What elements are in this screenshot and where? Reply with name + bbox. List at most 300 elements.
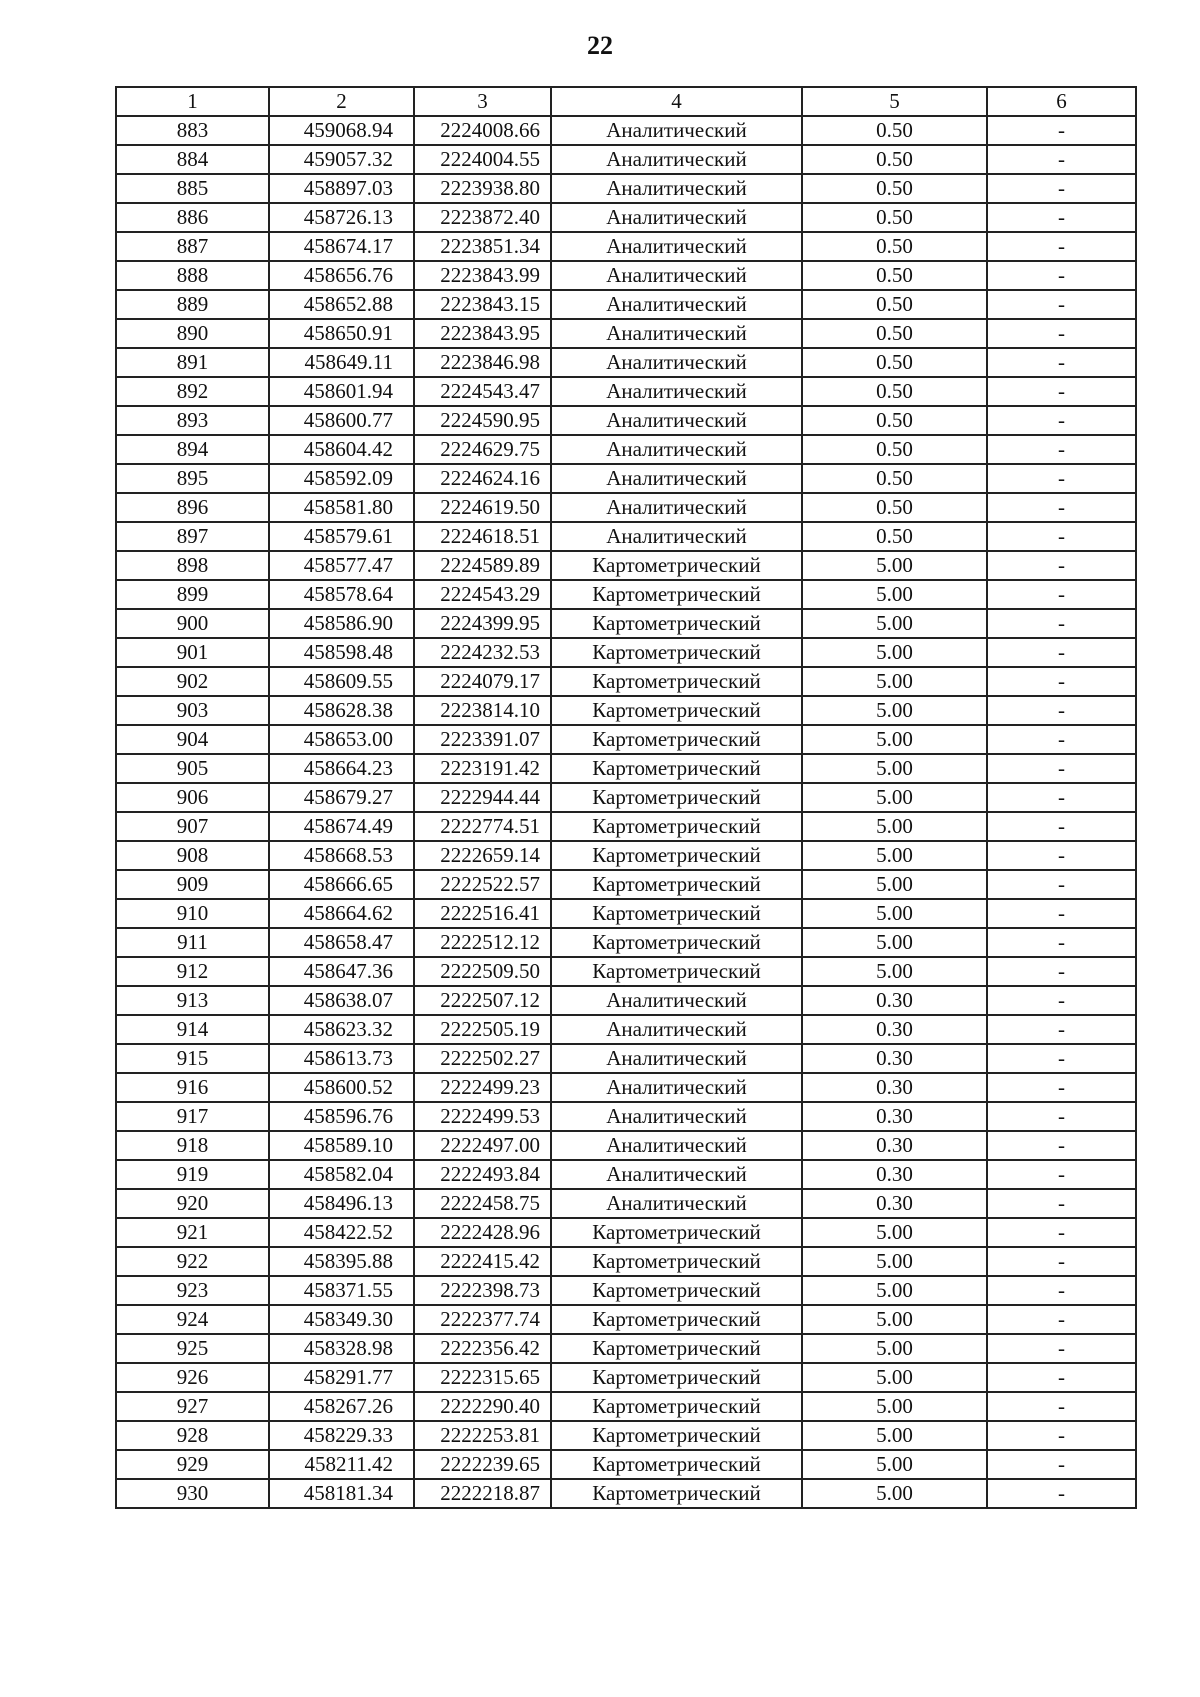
table-row xyxy=(116,522,1136,551)
note-cell: - xyxy=(987,1392,1136,1421)
note-cell: - xyxy=(987,145,1136,174)
x-coordinate-cell: 458328.98 xyxy=(269,1334,414,1363)
note-cell: - xyxy=(987,1218,1136,1247)
x-coordinate-cell: 458604.42 xyxy=(269,435,414,464)
y-coordinate-cell: 2222522.57 xyxy=(414,870,551,899)
note-cell: - xyxy=(987,783,1136,812)
note-cell: - xyxy=(987,1421,1136,1450)
accuracy-cell: 5.00 xyxy=(802,1218,987,1247)
accuracy-cell: 5.00 xyxy=(802,928,987,957)
note-cell: - xyxy=(987,348,1136,377)
point-number-cell: 925 xyxy=(116,1334,269,1363)
method-cell: Картометрический xyxy=(551,1450,802,1479)
accuracy-cell: 0.30 xyxy=(802,1015,987,1044)
point-number-cell: 916 xyxy=(116,1073,269,1102)
header-cell: 4 xyxy=(551,87,802,116)
table-row xyxy=(116,1247,1136,1276)
note-cell: - xyxy=(987,667,1136,696)
point-number-cell: 903 xyxy=(116,696,269,725)
table-row xyxy=(116,348,1136,377)
method-cell: Картометрический xyxy=(551,1218,802,1247)
note-cell: - xyxy=(987,899,1136,928)
note-cell: - xyxy=(987,1363,1136,1392)
note-cell: - xyxy=(987,1131,1136,1160)
header-cell: 2 xyxy=(269,87,414,116)
point-number-cell: 896 xyxy=(116,493,269,522)
accuracy-cell: 0.50 xyxy=(802,435,987,464)
table-row xyxy=(116,551,1136,580)
table-row xyxy=(116,812,1136,841)
x-coordinate-cell: 458664.23 xyxy=(269,754,414,783)
note-cell: - xyxy=(987,1102,1136,1131)
point-number-cell: 919 xyxy=(116,1160,269,1189)
point-number-cell: 886 xyxy=(116,203,269,232)
note-cell: - xyxy=(987,174,1136,203)
y-coordinate-cell: 2222509.50 xyxy=(414,957,551,986)
note-cell: - xyxy=(987,725,1136,754)
accuracy-cell: 5.00 xyxy=(802,783,987,812)
method-cell: Картометрический xyxy=(551,667,802,696)
y-coordinate-cell: 2222315.65 xyxy=(414,1363,551,1392)
accuracy-cell: 5.00 xyxy=(802,957,987,986)
note-cell: - xyxy=(987,812,1136,841)
table-row xyxy=(116,841,1136,870)
y-coordinate-cell: 2222356.42 xyxy=(414,1334,551,1363)
method-cell: Картометрический xyxy=(551,1276,802,1305)
table-row xyxy=(116,145,1136,174)
accuracy-cell: 0.50 xyxy=(802,290,987,319)
x-coordinate-cell: 458579.61 xyxy=(269,522,414,551)
y-coordinate-cell: 2222218.87 xyxy=(414,1479,551,1508)
accuracy-cell: 5.00 xyxy=(802,1479,987,1508)
note-cell: - xyxy=(987,1247,1136,1276)
y-coordinate-cell: 2222502.27 xyxy=(414,1044,551,1073)
note-cell: - xyxy=(987,232,1136,261)
point-number-cell: 885 xyxy=(116,174,269,203)
table-row xyxy=(116,232,1136,261)
point-number-cell: 892 xyxy=(116,377,269,406)
accuracy-cell: 0.50 xyxy=(802,116,987,145)
note-cell: - xyxy=(987,290,1136,319)
note-cell: - xyxy=(987,1189,1136,1218)
y-coordinate-cell: 2224543.47 xyxy=(414,377,551,406)
y-coordinate-cell: 2222774.51 xyxy=(414,812,551,841)
x-coordinate-cell: 458609.55 xyxy=(269,667,414,696)
accuracy-cell: 0.50 xyxy=(802,522,987,551)
table-row xyxy=(116,261,1136,290)
table-row xyxy=(116,290,1136,319)
table-row xyxy=(116,1131,1136,1160)
table-row xyxy=(116,493,1136,522)
x-coordinate-cell: 458582.04 xyxy=(269,1160,414,1189)
point-number-cell: 910 xyxy=(116,899,269,928)
method-cell: Картометрический xyxy=(551,1305,802,1334)
method-cell: Аналитический xyxy=(551,1073,802,1102)
x-coordinate-cell: 459057.32 xyxy=(269,145,414,174)
method-cell: Аналитический xyxy=(551,116,802,145)
table-row xyxy=(116,1102,1136,1131)
y-coordinate-cell: 2222499.53 xyxy=(414,1102,551,1131)
x-coordinate-cell: 458650.91 xyxy=(269,319,414,348)
y-coordinate-cell: 2222505.19 xyxy=(414,1015,551,1044)
point-number-cell: 890 xyxy=(116,319,269,348)
note-cell: - xyxy=(987,493,1136,522)
table-row xyxy=(116,928,1136,957)
y-coordinate-cell: 2224079.17 xyxy=(414,667,551,696)
method-cell: Картометрический xyxy=(551,754,802,783)
x-coordinate-cell: 458181.34 xyxy=(269,1479,414,1508)
table-row xyxy=(116,435,1136,464)
table-row xyxy=(116,1363,1136,1392)
accuracy-cell: 5.00 xyxy=(802,899,987,928)
table-row xyxy=(116,638,1136,667)
table-row xyxy=(116,174,1136,203)
method-cell: Картометрический xyxy=(551,1363,802,1392)
point-number-cell: 884 xyxy=(116,145,269,174)
note-cell: - xyxy=(987,406,1136,435)
method-cell: Аналитический xyxy=(551,406,802,435)
accuracy-cell: 0.30 xyxy=(802,1044,987,1073)
note-cell: - xyxy=(987,957,1136,986)
method-cell: Картометрический xyxy=(551,580,802,609)
point-number-cell: 913 xyxy=(116,986,269,1015)
note-cell: - xyxy=(987,986,1136,1015)
y-coordinate-cell: 2222944.44 xyxy=(414,783,551,812)
accuracy-cell: 0.50 xyxy=(802,261,987,290)
accuracy-cell: 0.50 xyxy=(802,232,987,261)
method-cell: Картометрический xyxy=(551,841,802,870)
table-row xyxy=(116,1160,1136,1189)
note-cell: - xyxy=(987,1044,1136,1073)
y-coordinate-cell: 2223843.99 xyxy=(414,261,551,290)
x-coordinate-cell: 458601.94 xyxy=(269,377,414,406)
x-coordinate-cell: 458628.38 xyxy=(269,696,414,725)
point-number-cell: 924 xyxy=(116,1305,269,1334)
accuracy-cell: 0.50 xyxy=(802,493,987,522)
x-coordinate-cell: 458679.27 xyxy=(269,783,414,812)
y-coordinate-cell: 2224624.16 xyxy=(414,464,551,493)
point-number-cell: 893 xyxy=(116,406,269,435)
method-cell: Картометрический xyxy=(551,725,802,754)
y-coordinate-cell: 2222497.00 xyxy=(414,1131,551,1160)
y-coordinate-cell: 2222377.74 xyxy=(414,1305,551,1334)
method-cell: Аналитический xyxy=(551,261,802,290)
y-coordinate-cell: 2222428.96 xyxy=(414,1218,551,1247)
y-coordinate-cell: 2224543.29 xyxy=(414,580,551,609)
y-coordinate-cell: 2222499.23 xyxy=(414,1073,551,1102)
x-coordinate-cell: 458726.13 xyxy=(269,203,414,232)
accuracy-cell: 5.00 xyxy=(802,696,987,725)
x-coordinate-cell: 458581.80 xyxy=(269,493,414,522)
table-row xyxy=(116,1189,1136,1218)
note-cell: - xyxy=(987,1479,1136,1508)
point-number-cell: 930 xyxy=(116,1479,269,1508)
accuracy-cell: 5.00 xyxy=(802,580,987,609)
y-coordinate-cell: 2224008.66 xyxy=(414,116,551,145)
point-number-cell: 928 xyxy=(116,1421,269,1450)
table-row xyxy=(116,1305,1136,1334)
point-number-cell: 895 xyxy=(116,464,269,493)
y-coordinate-cell: 2223843.15 xyxy=(414,290,551,319)
table-row xyxy=(116,870,1136,899)
x-coordinate-cell: 458291.77 xyxy=(269,1363,414,1392)
method-cell: Аналитический xyxy=(551,1102,802,1131)
accuracy-cell: 0.30 xyxy=(802,986,987,1015)
table-row xyxy=(116,1334,1136,1363)
point-number-cell: 905 xyxy=(116,754,269,783)
point-number-cell: 920 xyxy=(116,1189,269,1218)
table-row xyxy=(116,725,1136,754)
point-number-cell: 908 xyxy=(116,841,269,870)
y-coordinate-cell: 2222493.84 xyxy=(414,1160,551,1189)
header-cell: 6 xyxy=(987,87,1136,116)
note-cell: - xyxy=(987,261,1136,290)
note-cell: - xyxy=(987,1015,1136,1044)
point-number-cell: 891 xyxy=(116,348,269,377)
point-number-cell: 883 xyxy=(116,116,269,145)
x-coordinate-cell: 458577.47 xyxy=(269,551,414,580)
y-coordinate-cell: 2222659.14 xyxy=(414,841,551,870)
x-coordinate-cell: 458897.03 xyxy=(269,174,414,203)
method-cell: Аналитический xyxy=(551,290,802,319)
x-coordinate-cell: 459068.94 xyxy=(269,116,414,145)
point-number-cell: 894 xyxy=(116,435,269,464)
y-coordinate-cell: 2222516.41 xyxy=(414,899,551,928)
method-cell: Картометрический xyxy=(551,1479,802,1508)
method-cell: Аналитический xyxy=(551,435,802,464)
x-coordinate-cell: 458613.73 xyxy=(269,1044,414,1073)
table-row xyxy=(116,1044,1136,1073)
x-coordinate-cell: 458578.64 xyxy=(269,580,414,609)
y-coordinate-cell: 2222239.65 xyxy=(414,1450,551,1479)
note-cell: - xyxy=(987,841,1136,870)
accuracy-cell: 0.30 xyxy=(802,1189,987,1218)
accuracy-cell: 5.00 xyxy=(802,1334,987,1363)
accuracy-cell: 5.00 xyxy=(802,725,987,754)
coordinates-table xyxy=(115,86,1137,1509)
x-coordinate-cell: 458649.11 xyxy=(269,348,414,377)
method-cell: Аналитический xyxy=(551,1015,802,1044)
method-cell: Картометрический xyxy=(551,1334,802,1363)
y-coordinate-cell: 2223872.40 xyxy=(414,203,551,232)
method-cell: Аналитический xyxy=(551,1044,802,1073)
x-coordinate-cell: 458586.90 xyxy=(269,609,414,638)
x-coordinate-cell: 458371.55 xyxy=(269,1276,414,1305)
y-coordinate-cell: 2223843.95 xyxy=(414,319,551,348)
method-cell: Картометрический xyxy=(551,551,802,580)
table-row xyxy=(116,1015,1136,1044)
point-number-cell: 911 xyxy=(116,928,269,957)
point-number-cell: 914 xyxy=(116,1015,269,1044)
table-row xyxy=(116,1392,1136,1421)
table-row xyxy=(116,1073,1136,1102)
accuracy-cell: 5.00 xyxy=(802,841,987,870)
accuracy-cell: 5.00 xyxy=(802,870,987,899)
method-cell: Картометрический xyxy=(551,1247,802,1276)
y-coordinate-cell: 2222507.12 xyxy=(414,986,551,1015)
note-cell: - xyxy=(987,1305,1136,1334)
point-number-cell: 907 xyxy=(116,812,269,841)
table-row xyxy=(116,783,1136,812)
y-coordinate-cell: 2224589.89 xyxy=(414,551,551,580)
point-number-cell: 909 xyxy=(116,870,269,899)
accuracy-cell: 5.00 xyxy=(802,1450,987,1479)
note-cell: - xyxy=(987,696,1136,725)
method-cell: Картометрический xyxy=(551,899,802,928)
accuracy-cell: 5.00 xyxy=(802,1276,987,1305)
table-row xyxy=(116,1276,1136,1305)
point-number-cell: 902 xyxy=(116,667,269,696)
table-row xyxy=(116,319,1136,348)
point-number-cell: 912 xyxy=(116,957,269,986)
table-row xyxy=(116,203,1136,232)
y-coordinate-cell: 2224399.95 xyxy=(414,609,551,638)
accuracy-cell: 5.00 xyxy=(802,754,987,783)
note-cell: - xyxy=(987,580,1136,609)
note-cell: - xyxy=(987,1334,1136,1363)
point-number-cell: 904 xyxy=(116,725,269,754)
x-coordinate-cell: 458496.13 xyxy=(269,1189,414,1218)
header-cell: 3 xyxy=(414,87,551,116)
x-coordinate-cell: 458652.88 xyxy=(269,290,414,319)
method-cell: Аналитический xyxy=(551,493,802,522)
y-coordinate-cell: 2222415.42 xyxy=(414,1247,551,1276)
accuracy-cell: 5.00 xyxy=(802,1421,987,1450)
method-cell: Картометрический xyxy=(551,870,802,899)
method-cell: Картометрический xyxy=(551,957,802,986)
method-cell: Аналитический xyxy=(551,986,802,1015)
note-cell: - xyxy=(987,319,1136,348)
method-cell: Аналитический xyxy=(551,464,802,493)
accuracy-cell: 0.30 xyxy=(802,1160,987,1189)
note-cell: - xyxy=(987,609,1136,638)
x-coordinate-cell: 458589.10 xyxy=(269,1131,414,1160)
method-cell: Аналитический xyxy=(551,319,802,348)
method-cell: Картометрический xyxy=(551,638,802,667)
method-cell: Картометрический xyxy=(551,1392,802,1421)
y-coordinate-cell: 2223851.34 xyxy=(414,232,551,261)
accuracy-cell: 0.30 xyxy=(802,1102,987,1131)
point-number-cell: 889 xyxy=(116,290,269,319)
x-coordinate-cell: 458674.49 xyxy=(269,812,414,841)
accuracy-cell: 5.00 xyxy=(802,638,987,667)
x-coordinate-cell: 458349.30 xyxy=(269,1305,414,1334)
x-coordinate-cell: 458674.17 xyxy=(269,232,414,261)
x-coordinate-cell: 458666.65 xyxy=(269,870,414,899)
note-cell: - xyxy=(987,464,1136,493)
y-coordinate-cell: 2224590.95 xyxy=(414,406,551,435)
accuracy-cell: 0.30 xyxy=(802,1073,987,1102)
table-row xyxy=(116,696,1136,725)
y-coordinate-cell: 2223938.80 xyxy=(414,174,551,203)
table-row xyxy=(116,580,1136,609)
point-number-cell: 922 xyxy=(116,1247,269,1276)
table-row xyxy=(116,609,1136,638)
note-cell: - xyxy=(987,1160,1136,1189)
note-cell: - xyxy=(987,1450,1136,1479)
method-cell: Аналитический xyxy=(551,1160,802,1189)
y-coordinate-cell: 2222458.75 xyxy=(414,1189,551,1218)
page-number: 22 xyxy=(587,31,613,60)
accuracy-cell: 0.50 xyxy=(802,377,987,406)
point-number-cell: 923 xyxy=(116,1276,269,1305)
table-body xyxy=(116,87,1136,1508)
x-coordinate-cell: 458422.52 xyxy=(269,1218,414,1247)
point-number-cell: 929 xyxy=(116,1450,269,1479)
x-coordinate-cell: 458638.07 xyxy=(269,986,414,1015)
accuracy-cell: 5.00 xyxy=(802,1305,987,1334)
accuracy-cell: 5.00 xyxy=(802,812,987,841)
point-number-cell: 899 xyxy=(116,580,269,609)
table-row xyxy=(116,986,1136,1015)
point-number-cell: 898 xyxy=(116,551,269,580)
table-row xyxy=(116,1218,1136,1247)
table-row xyxy=(116,1421,1136,1450)
x-coordinate-cell: 458211.42 xyxy=(269,1450,414,1479)
accuracy-cell: 5.00 xyxy=(802,1363,987,1392)
accuracy-cell: 0.50 xyxy=(802,319,987,348)
method-cell: Аналитический xyxy=(551,377,802,406)
point-number-cell: 921 xyxy=(116,1218,269,1247)
y-coordinate-cell: 2223191.42 xyxy=(414,754,551,783)
method-cell: Аналитический xyxy=(551,203,802,232)
x-coordinate-cell: 458229.33 xyxy=(269,1421,414,1450)
table-row xyxy=(116,957,1136,986)
method-cell: Аналитический xyxy=(551,1189,802,1218)
accuracy-cell: 0.50 xyxy=(802,406,987,435)
method-cell: Аналитический xyxy=(551,1131,802,1160)
point-number-cell: 900 xyxy=(116,609,269,638)
table-row xyxy=(116,1450,1136,1479)
y-coordinate-cell: 2222253.81 xyxy=(414,1421,551,1450)
point-number-cell: 897 xyxy=(116,522,269,551)
point-number-cell: 901 xyxy=(116,638,269,667)
method-cell: Картометрический xyxy=(551,928,802,957)
point-number-cell: 927 xyxy=(116,1392,269,1421)
accuracy-cell: 0.30 xyxy=(802,1131,987,1160)
table-header-row xyxy=(116,87,1136,116)
point-number-cell: 915 xyxy=(116,1044,269,1073)
x-coordinate-cell: 458267.26 xyxy=(269,1392,414,1421)
table-row xyxy=(116,406,1136,435)
header-cell: 5 xyxy=(802,87,987,116)
method-cell: Аналитический xyxy=(551,174,802,203)
note-cell: - xyxy=(987,1073,1136,1102)
note-cell: - xyxy=(987,116,1136,145)
y-coordinate-cell: 2223846.98 xyxy=(414,348,551,377)
header-cell: 1 xyxy=(116,87,269,116)
note-cell: - xyxy=(987,435,1136,464)
accuracy-cell: 0.50 xyxy=(802,203,987,232)
method-cell: Аналитический xyxy=(551,348,802,377)
x-coordinate-cell: 458623.32 xyxy=(269,1015,414,1044)
point-number-cell: 926 xyxy=(116,1363,269,1392)
method-cell: Картометрический xyxy=(551,696,802,725)
x-coordinate-cell: 458596.76 xyxy=(269,1102,414,1131)
table-row xyxy=(116,1479,1136,1508)
accuracy-cell: 5.00 xyxy=(802,609,987,638)
x-coordinate-cell: 458658.47 xyxy=(269,928,414,957)
y-coordinate-cell: 2224618.51 xyxy=(414,522,551,551)
point-number-cell: 888 xyxy=(116,261,269,290)
table-row xyxy=(116,754,1136,783)
x-coordinate-cell: 458600.77 xyxy=(269,406,414,435)
y-coordinate-cell: 2223814.10 xyxy=(414,696,551,725)
point-number-cell: 887 xyxy=(116,232,269,261)
method-cell: Аналитический xyxy=(551,145,802,174)
table-row xyxy=(116,116,1136,145)
accuracy-cell: 5.00 xyxy=(802,1247,987,1276)
